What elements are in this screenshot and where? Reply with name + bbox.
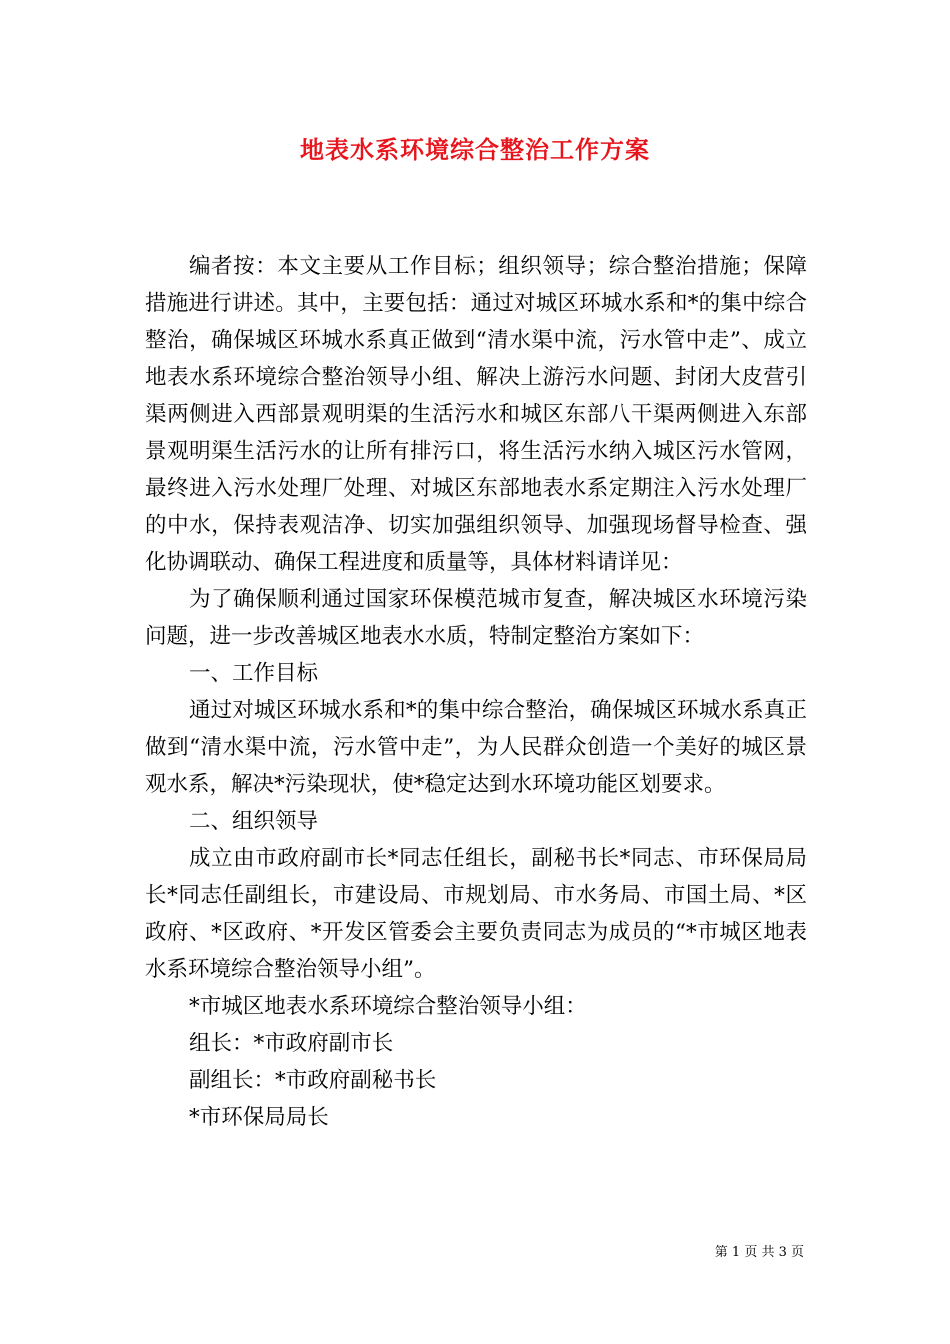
- document-title: 地表水系环境综合整治工作方案: [300, 135, 650, 164]
- member-line: *市环保局局长: [189, 1105, 329, 1130]
- leading-group-heading: *市城区地表水系环境综合整治领导小组：: [189, 994, 587, 1019]
- intro-paragraph: 为了确保顺利通过国家环保模范城市复查，解决城区水环境污染问题，进一步改善城区地表水水质，特制定整治方案如下：: [145, 587, 807, 649]
- section-heading-organization: 二、组织领导: [189, 809, 319, 834]
- page-footer: [715, 1244, 804, 1262]
- document-body: [145, 248, 807, 1136]
- editor-note-paragraph: 编者按：本文主要从工作目标；组织领导；综合整治措施；保障措施进行讲述。其中，主要包括：通过对城区环城水系和*的集中综合整治，确保城区环城水系真正做到“清水渠中流，污水管中走”、成立地表水系环境综合整治领导小组、解决上游污水问题、封闭大皮营引渠两侧进入西部景观明渠的生活污水和城区东部八干渠两侧进入东部景观明渠生活污水的让所有排污口，将生活污水纳入城区污水管网，最终进入污水处理厂处理、对城区东部地表水系定期注入污水处理厂的中水，保持表观洁净、切实加强组织领导、加强现场督导检查、强化协调联动、确保工程进度和质量等，具体材料请详见：: [145, 254, 807, 575]
- deputy-leader-line: 副组长：*市政府副秘书长: [189, 1068, 437, 1093]
- section-heading-goal: 一、工作目标: [189, 661, 319, 686]
- page-number-label: 第 1 页 共 3 页: [714, 1245, 804, 1260]
- organization-paragraph: 成立由市政府副市长*同志任组长，副秘书长*同志、市环保局局长*同志任副组长，市建设局、市规划局、市水务局、市国土局、*区政府、*区政府、*开发区管委会主要负责同志为成员的“*市城区地表水系环境综合整治领导小组”。: [145, 846, 807, 982]
- leader-line: 组长：*市政府副市长: [189, 1031, 394, 1056]
- goal-paragraph: 通过对城区环城水系和*的集中综合整治，确保城区环城水系真正做到“清水渠中流，污水管中走”，为人民群众创造一个美好的城区景观水系，解决*污染现状，使*稳定达到水环境功能区划要求。: [145, 698, 807, 797]
